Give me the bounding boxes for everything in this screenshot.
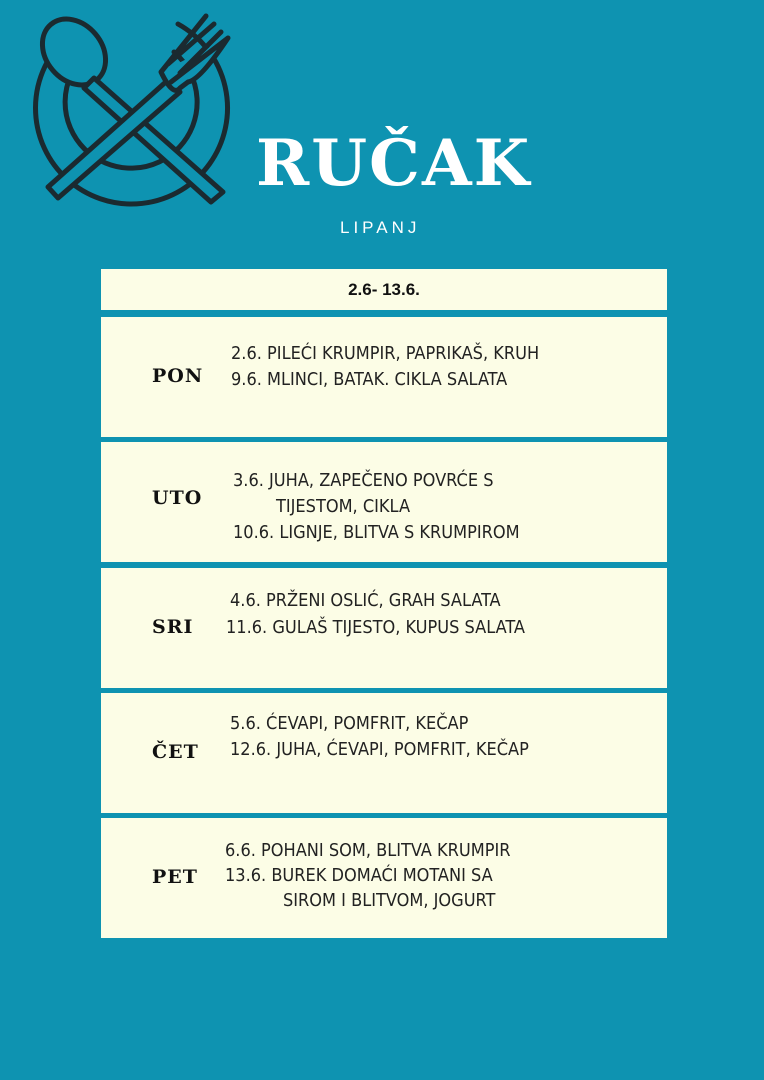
month-subtitle: LIPANJ <box>340 218 421 237</box>
meal-line: 9.6. MLINCI, BATAK. CIKLA SALATA <box>231 369 508 390</box>
day-label: UTO <box>152 487 203 509</box>
meal-line: 5.6. ĆEVAPI, POMFRIT, KEČAP <box>230 713 469 734</box>
meal-line: 10.6. LIGNJE, BLITVA S KRUMPIROM <box>233 522 520 543</box>
meal-line: 12.6. JUHA, ĆEVAPI, POMFRIT, KEČAP <box>230 739 529 760</box>
meal-line: 6.6. POHANI SOM, BLITVA KRUMPIR <box>225 840 511 861</box>
day-label: PON <box>152 365 204 387</box>
meal-line: TIJESTOM, CIKLA <box>276 496 411 517</box>
meal-line: 2.6. PILEĆI KRUMPIR, PAPRIKAŠ, KRUH <box>231 343 540 364</box>
meal-line: 11.6. GULAŠ TIJESTO, KUPUS SALATA <box>226 617 525 638</box>
meal-line: 4.6. PRŽENI OSLIĆ, GRAH SALATA <box>230 590 501 611</box>
meal-line: 3.6. JUHA, ZAPEČENO POVRĆE S <box>233 470 494 491</box>
day-card-pon <box>101 317 667 437</box>
page-title: RUČAK <box>256 126 532 201</box>
day-label: SRI <box>152 616 194 638</box>
meal-line: 13.6. BUREK DOMAĆI MOTANI SA <box>225 865 493 886</box>
day-card-sri <box>101 568 667 688</box>
day-card-pet <box>101 818 667 938</box>
day-label: ČET <box>152 741 199 763</box>
day-card-cet <box>101 693 667 813</box>
period-banner: 2.6- 13.6. <box>101 269 667 310</box>
day-card-uto <box>101 442 667 562</box>
spoon-fork-plate-icon <box>28 2 238 212</box>
day-label: PET <box>152 866 198 888</box>
meal-line: SIROM I BLITVOM, JOGURT <box>283 890 496 911</box>
